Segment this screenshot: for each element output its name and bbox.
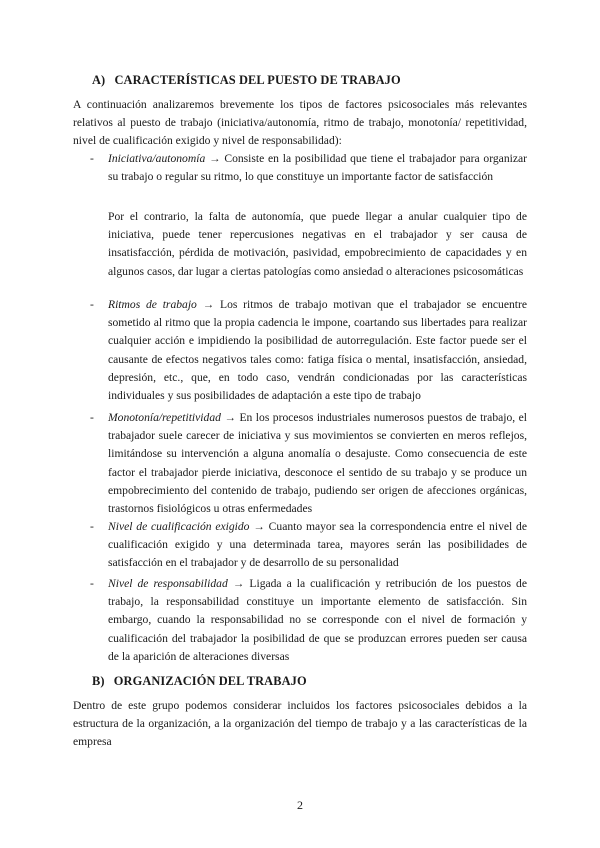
section-b-intro: Dentro de este grupo podemos considerar incluidos los factores psicosociales debidos a la estructura de la organización, a la organización del tiempo de trabajo y a las características de la empresa [73,699,527,749]
section-b-title: ORGANIZACIÓN DEL TRABAJO [113,674,307,688]
section-a-letter: A) [92,73,106,87]
arrow-glyph: → [205,152,225,165]
section-a-intro: A continuación analizaremos brevemente los tipos de factores psicosociales más relevantes relativos al puesto de trabajo (iniciativa/autonomía, ritmo de trabajo, monotonía/ repetitividad, nivel de cualificación exigido y nivel de responsabilidad): [73,98,527,148]
item-text: Cuanto mayor sea la correspondencia entre el nivel de cualificación exigido y una determinada tarea, mayores serán las posibilidades de satisfacción en el trabajador y de desarrollo de su personalidad [108,520,527,570]
list-item-ritmos [108,296,527,405]
list-item-cualificacion [108,518,527,573]
bullet-dash: - [90,298,94,311]
bullet-dash: - [90,411,94,424]
item-term: Monotonía/repetitividad [108,411,221,424]
item-term: Iniciativa/autonomía [108,152,206,165]
page-number: 2 [297,798,303,812]
item-term: Nivel de responsabilidad [108,577,228,590]
item-text: Consiste en la posibilidad que tiene el trabajador para organizar su trabajo o regular su ritmo, lo que constituye un importante factor de satisfacción [108,152,527,184]
bullet-dash: - [90,152,94,165]
section-a-heading [92,71,401,89]
list-item-responsabilidad [108,575,527,666]
item-text: En los procesos industriales numerosos puestos de trabajo, el trabajador suele carecer de iniciativa y sus movimientos se convierten en meros reflejos, limitándose su intervención a alguna anomalía o desajuste. Como consecuencia de este factor el trabajador pierde iniciativa, desconoce el sentido de su trabajo y se produce un empobrecimiento del contenido de trabajo, pudiendo ser origen de afecciones orgánicas, trastornos fisiológicos u otras enfermedades [108,411,528,516]
arrow-glyph: → [196,298,221,311]
section-b-letter: B) [92,674,105,688]
item-term: Nivel de cualificación exigido [108,520,250,533]
section-a-title: CARACTERÍSTICAS DEL PUESTO DE TRABAJO [114,73,401,87]
arrow-glyph: → [249,520,269,533]
item-text: Ligada a la cualificación y retribución de los puestos de trabajo, la responsabilidad constituye un importante elemento de satisfacción. Sin embargo, cuando la responsabilidad no se corresponde con el nivel de formación y cualificación del trabajador la posibilidad de que se produzcan errores pueden ser causa de la aparición de alteraciones diversas [108,577,528,663]
bullet-dash: - [90,577,94,590]
list-item-monotonia [108,409,527,518]
section-b-heading [92,672,307,690]
bullet-dash: - [90,520,94,533]
arrow-glyph: → [227,577,250,590]
arrow-glyph: → [220,411,240,424]
item-term: Ritmos de trabajo [108,298,197,311]
list-item-iniciativa [108,150,527,186]
list-item-iniciativa-extra: Por el contrario, la falta de autonomía, que puede llegar a anular cualquier tipo de iniciativa, puede tener repercusiones negativas en el trabajador y ser causa de insatisfacción, pérdida de motivación, pasividad, empobrecimiento de capacidades y en algunos casos, dar lugar a ciertas patologías como ansiedad o alteraciones psicosomáticas [108,210,527,278]
item-text: Los ritmos de trabajo motivan que el trabajador se encuentre sometido al ritmo que la propia cadencia le impone, coartando sus libertades para realizar cualquier acción e impidiendo la posibilidad de autorregulación. Este factor puede ser el causante de efectos negativos tales como: fatiga física o mental, insatisfacción, ansiedad, depresión, etc., que, en todo caso, vendrán condicionadas por las características individuales y sus posibilidades de adaptación a este tipo de trabajo [108,298,528,403]
